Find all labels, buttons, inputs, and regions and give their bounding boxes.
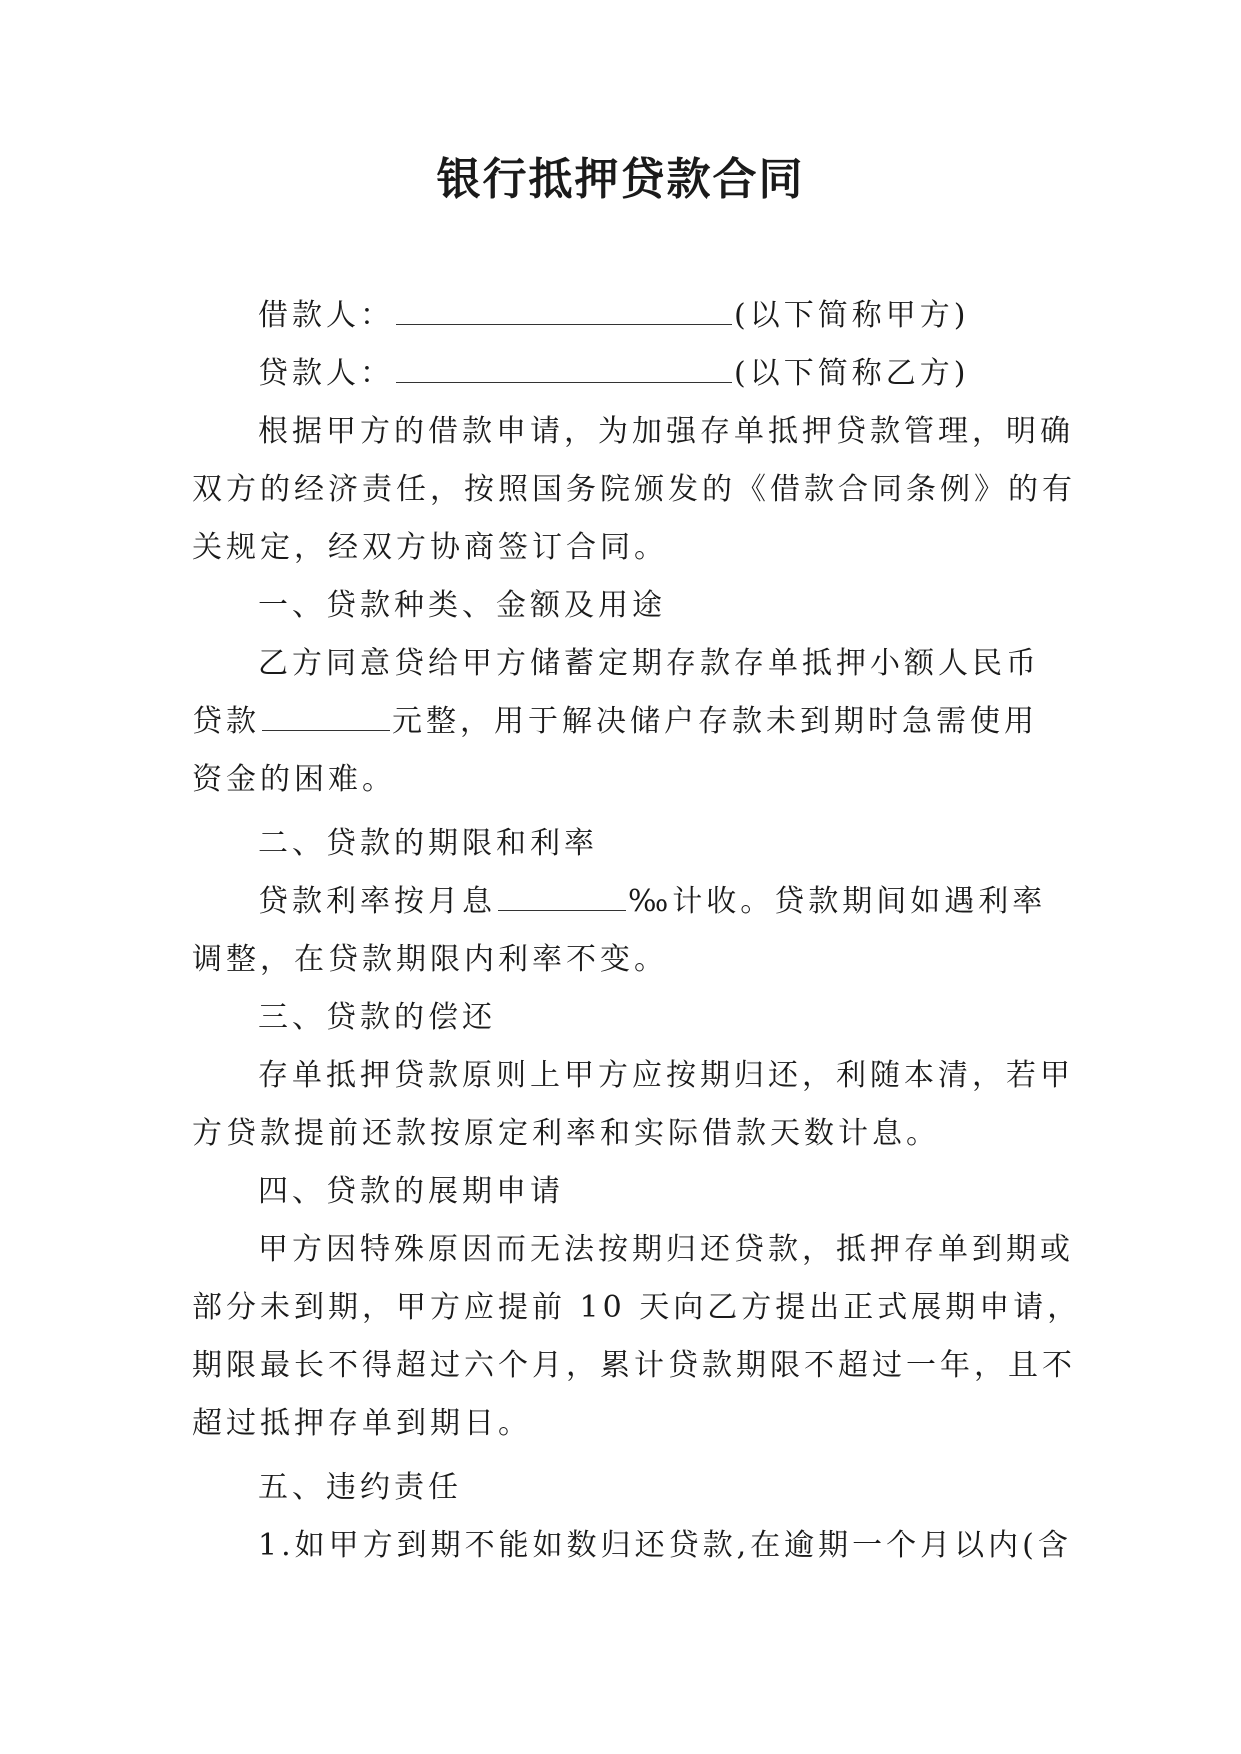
section-heading: 二、贷款的期限和利率 (258, 826, 598, 861)
section-text: 超过抵押存单到期日。 (192, 1406, 532, 1441)
interest-rate-suffix: ‰计收。贷款期间如遇利率 (628, 884, 1047, 919)
section-heading: 五、违约责任 (258, 1470, 462, 1505)
intro-line: 双方的经济责任，按照国务院颁发的《借款合同条例》的有 (192, 472, 1076, 507)
borrower-blank[interactable] (396, 294, 732, 325)
section-text: 资金的困难。 (192, 762, 396, 797)
document-body (192, 287, 1082, 1575)
interest-rate-blank[interactable] (498, 880, 626, 911)
borrower-label: 借款人： (258, 298, 394, 333)
interest-rate-prefix: 贷款利率按月息 (258, 884, 496, 919)
section-text: 方贷款提前还款按原定利率和实际借款天数计息。 (192, 1116, 940, 1151)
section-heading: 三、贷款的偿还 (258, 1000, 496, 1035)
loan-amount-prefix: 贷款 (192, 704, 260, 739)
section-text: 期限最长不得超过六个月，累计贷款期限不超过一年，且不 (192, 1348, 1076, 1383)
section-text: 乙方同意贷给甲方储蓄定期存款存单抵押小额人民币 (258, 646, 1040, 681)
intro-line: 根据甲方的借款申请，为加强存单抵押贷款管理，明确 (258, 414, 1074, 449)
intro-line: 关规定，经双方协商签订合同。 (192, 530, 668, 565)
section-heading: 一、贷款种类、金额及用途 (258, 588, 666, 623)
section-text: 调整，在贷款期限内利率不变。 (192, 942, 668, 977)
section-text: 部分未到期，甲方应提前 10 天向乙方提出正式展期申请， (192, 1290, 1082, 1325)
lender-suffix: (以下简称乙方) (734, 356, 970, 391)
lender-blank[interactable] (396, 352, 732, 383)
loan-amount-suffix: 元整，用于解决储户存款未到期时急需使用 (392, 704, 1038, 739)
section-text: 1.如甲方到期不能如数归还贷款,在逾期一个月以内(含 (258, 1528, 1072, 1563)
document-title: 银行抵押贷款合同 (436, 154, 805, 205)
section-text: 甲方因特殊原因而无法按期归还贷款，抵押存单到期或 (258, 1232, 1074, 1267)
section-heading: 四、贷款的展期申请 (258, 1174, 564, 1209)
borrower-suffix: (以下简称甲方) (734, 298, 970, 333)
lender-label: 贷款人： (258, 356, 394, 391)
lender-line (192, 345, 1052, 403)
section-text: 存单抵押贷款原则上甲方应按期归还，利随本清，若甲 (258, 1058, 1074, 1093)
borrower-line (192, 287, 1052, 345)
section-text (192, 873, 1052, 931)
loan-amount-blank[interactable] (262, 700, 390, 731)
section-text (192, 693, 1052, 751)
